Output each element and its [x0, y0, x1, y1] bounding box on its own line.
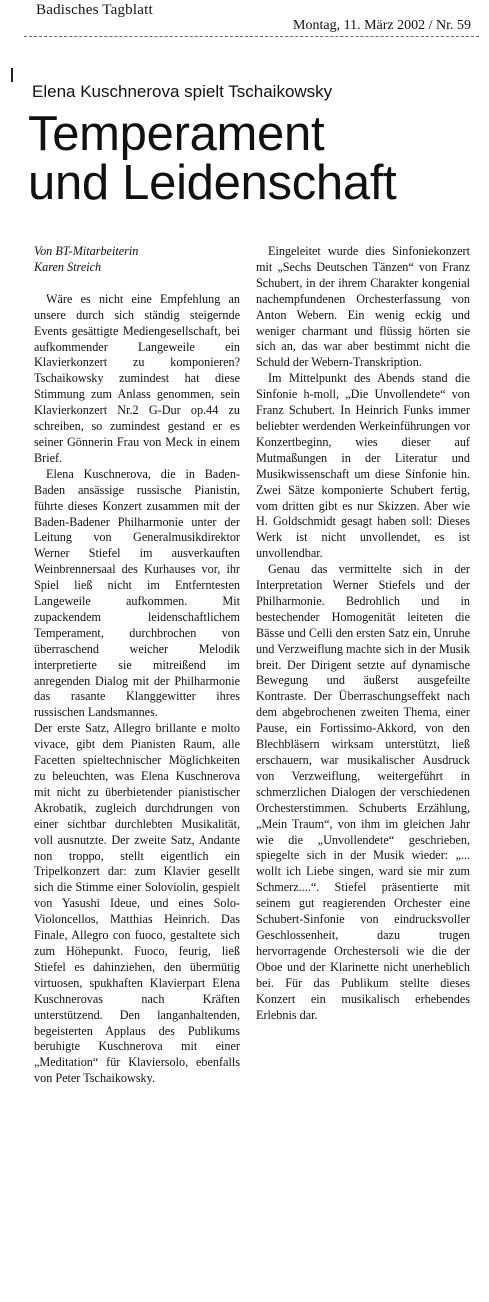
newspaper-name: Badisches Tagblatt — [36, 2, 153, 18]
paragraph: Genau das vermittelte sich in der Interpretation Werner Stiefels und der Philharmonie. Bedrohlich und in bestechender Homogenität leiteten die Bässe und Celli den ersten Satz ein, Unruhe und Verzweiflung machte sich in der Musik breit. Der Dirigent setzte auf dynamische Bewegung und äußerst ausgefeilte Kontraste. Der Überraschungseffekt nach dem abgebrochenen zweiten Thema, einer Pause, ein Fortissimo-Akkord, von den Blechbläsern wirksam unterstützt, ließ erschauern, war musikalischer Ausdruck von Verzweiflung, weitergeführt in schmerzlichen Dialogen der verschiedenen Orchesterstimmen. Schuberts Erzählung, „Mein Traum“, von ihm im gleichen Jahr wie die „Unvollendete“ geschrieben, spiegelte sich in der Musik wieder: „... wollt ich Liebe singen, ward sie mir zum Schmerz....“. Stiefel präsentierte mit seinem gut reagierenden Orchester eine Schubert-Sinfonie von eindrucksvoller Geschlossenheit, dazu trugen hervorragende Orchestersoli wie die der Oboe und der Klarinette nicht unerheblich bei. Für das Publikum stellte dieses Konzert ein musikalisch erhebendes Erlebnis dar. — [256, 562, 470, 1022]
paragraph: Elena Kuschnerova, die in Baden-Baden ansässige russische Pianistin, führte dieses Konzert zusammen mit der Baden-Badener Philharmonie unter der Leitung von Generalmusikdirektor Werner Stiefel im ausverkauften Weinbrennersaal des Kurhauses vor, ihr Spiel ließ nicht im Entferntesten Langeweile aufkommen. Mit zupackendem leidenschaftlichem Temperament, durchbrochen von überraschend weicher Melodik interpretierte sie mitreißend im anregenden Dialog mit der Philharmonie das rasante Klanggewitter ihres russischen Landsmannes. — [34, 466, 240, 720]
byline-author-role: Von BT-Mitarbeiterin — [34, 244, 139, 258]
paragraph: Der erste Satz, Allegro brillante e molto vivace, gibt dem Pianisten Raum, alle Facetten spieltechnischer Möglichkeiten zu beleuchten, was Elena Kuschnerova mit nicht zu überbietender pianistischer Akrobatik, zugleich durchdrungen von einer sichtbar durchlebten Musikalität, voll ausnutzte. Der zweite Satz, Andante non troppo, stellt eigentlich ein Tripelkonzert dar: zum Klavier gesellt sich die Stimme einer Soloviolin, gespielt von Yasushi Ideue, und eines Solo-Violoncellos, Matthias Heinrich. Das Finale, Allegro con fuoco, gestaltete sich zum Höhepunkt. Fuoco, feurig, ließ Stiefel es dahinziehen, den übermütig virtuosen, spukhaften Klavierpart Elena Kuschnerovas nach Kräften unterstützend. Den langanhaltenden, begeisterten Applaus des Publikums beruhigte Kuschnerova mit einer „Meditation“ für Klaviersolo, ebenfalls von Peter Tschaikowsky. — [34, 721, 240, 1086]
issue-date: Montag, 11. März 2002 / Nr. 59 — [293, 18, 471, 33]
headline-line-2: und Leidenschaft — [28, 156, 397, 210]
article-headline — [28, 107, 397, 210]
paragraph: Im Mittelpunkt des Abends stand die Sinfonie h-moll, „Die Unvollendete“ von Franz Schubert. In Heinrich Funks immer beliebter werdenden Werkeinführungen vor Konzertbeginn, wies dieser auf Mutmaßungen in der Literatur und Musikwissenschaft um diese Sinfonie hin. Zwei Sätze komponierte Schubert fertig, vom dritten gibt es nur Skizzen. Aber wie H. Goldschmidt gesagt haben soll: Dieses Werk ist nicht unvollendet, es ist unvollendbar. — [256, 371, 470, 561]
paragraph: Wäre es nicht eine Empfehlung an unsere durch sich ständig steigernde Events gesättigte Mediengesellschaft, bei aufkommender Langeweile ein Klavierkonzert zu komponieren? Tschaikowsky zumindest hat diese Stimmung zum Anlass genommen, sein Klavierkonzert Nr.2 G-Dur op.44 zu schreiben, so zumindest gestand er es seiner Gönnerin Frau von Meck in einem Brief. — [34, 291, 240, 465]
article-column-1 — [34, 244, 240, 1087]
article-subtitle: Elena Kuschnerova spielt Tschaikowsky — [32, 82, 333, 101]
article-column-2 — [256, 244, 470, 1023]
byline-author-name: Karen Streich — [34, 259, 102, 274]
headline-line-1: Temperament — [28, 107, 325, 161]
paragraph: Eingeleitet wurde dies Sinfoniekonzert mit „Sechs Deutschen Tänzen“ von Franz Schubert, in der ihrem Charakter kongenial nachempfundenen Orchesterfassung von Anton Webern. Ein wenig eckig und weniger charmant und flüssig hörten sie sich an, das war aber bestimmt nicht die Schuld der Webern-Transkription. — [256, 244, 470, 370]
masthead-divider — [24, 36, 479, 37]
margin-mark — [11, 68, 13, 82]
byline — [34, 244, 240, 276]
